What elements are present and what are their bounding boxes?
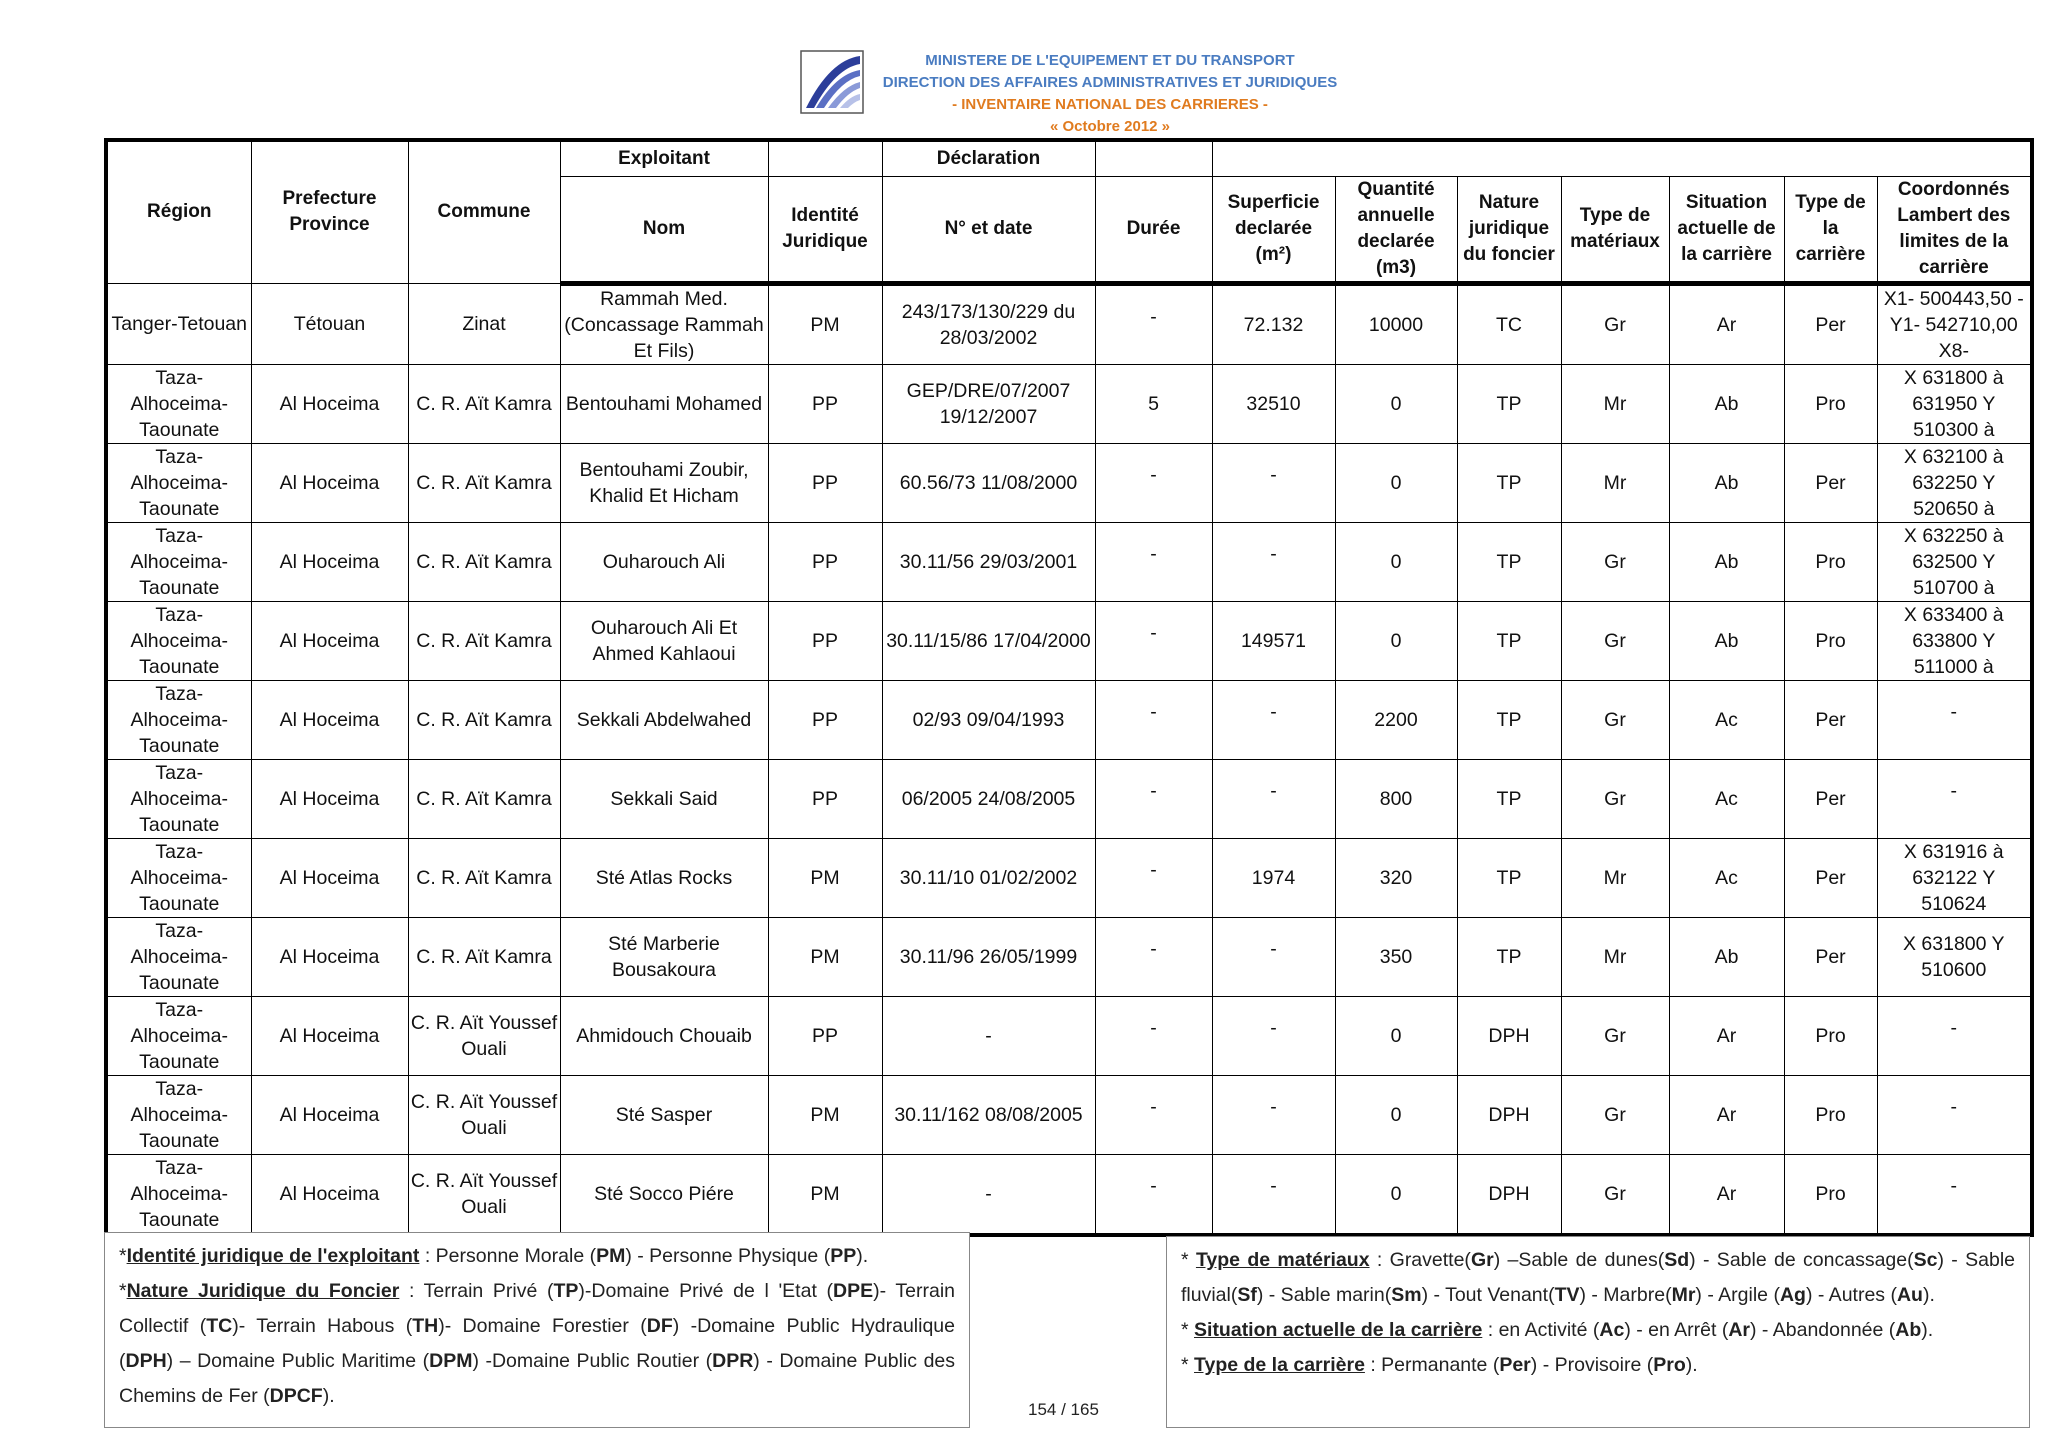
group-header-blank-2 <box>1095 140 1212 176</box>
direction-title: DIRECTION DES AFFAIRES ADMINISTRATIVES ET JURIDIQUES <box>882 74 1338 91</box>
cell-type-carr: Pro <box>1784 1075 1877 1154</box>
cell-nom: Sté Sasper <box>560 1075 768 1154</box>
cell-numdate: 30.11/96 26/05/1999 <box>882 917 1095 996</box>
col-header-situation: Situation actuelle de la carrière <box>1669 176 1784 283</box>
cell-duree: - <box>1095 917 1212 996</box>
col-header-prefecture: Prefecture Province <box>251 140 408 283</box>
table-row <box>106 838 2032 917</box>
cell-prefecture: Al Hoceima <box>251 917 408 996</box>
cell-nature: TP <box>1457 917 1561 996</box>
cell-prefecture: Al Hoceima <box>251 443 408 522</box>
col-header-identite: Identité Juridique <box>768 176 882 283</box>
col-header-duree: Durée <box>1095 176 1212 283</box>
legend-key-materiaux: Type de matériaux <box>1195 1249 1370 1271</box>
cell-type-mat: Gr <box>1561 1154 1669 1235</box>
cell-commune: C. R. Aït Youssef Ouali <box>408 996 560 1075</box>
cell-situation: Ar <box>1669 1154 1784 1235</box>
col-header-type-materiaux: Type de matériaux <box>1561 176 1669 283</box>
cell-situation: Ac <box>1669 759 1784 838</box>
cell-commune: C. R. Aït Kamra <box>408 838 560 917</box>
col-header-nom: Nom <box>560 176 768 283</box>
cell-region: Taza-Alhoceima-Taounate <box>106 680 251 759</box>
cell-duree: - <box>1095 601 1212 680</box>
cell-type-mat: Gr <box>1561 996 1669 1075</box>
group-header-blank-1 <box>768 140 882 176</box>
cell-type-mat: Mr <box>1561 443 1669 522</box>
cell-identite: PP <box>768 364 882 443</box>
cell-identite: PP <box>768 443 882 522</box>
cell-prefecture: Al Hoceima <box>251 838 408 917</box>
cell-nature: TC <box>1457 283 1561 364</box>
quarry-inventory-table <box>104 138 2034 1237</box>
cell-prefecture: Tétouan <box>251 283 408 364</box>
cell-prefecture: Al Hoceima <box>251 1075 408 1154</box>
cell-type-carr: Per <box>1784 283 1877 364</box>
cell-type-mat: Gr <box>1561 283 1669 364</box>
cell-coords: X 631800 à 631950 Y 510300 à <box>1877 364 2032 443</box>
cell-nom: Sekkali Abdelwahed <box>560 680 768 759</box>
table-row <box>106 283 2032 364</box>
cell-type-carr: Pro <box>1784 996 1877 1075</box>
cell-coords: X 632250 à 632500 Y 510700 à <box>1877 522 2032 601</box>
cell-nature: DPH <box>1457 996 1561 1075</box>
cell-type-mat: Gr <box>1561 1075 1669 1154</box>
group-header-exploitant: Exploitant <box>560 140 768 176</box>
table-row <box>106 443 2032 522</box>
cell-superficie: 32510 <box>1212 364 1335 443</box>
cell-situation: Ab <box>1669 917 1784 996</box>
cell-type-mat: Gr <box>1561 601 1669 680</box>
cell-duree: - <box>1095 680 1212 759</box>
cell-quantite: 0 <box>1335 601 1457 680</box>
cell-prefecture: Al Hoceima <box>251 680 408 759</box>
cell-quantite: 800 <box>1335 759 1457 838</box>
cell-situation: Ab <box>1669 601 1784 680</box>
cell-region: Tanger-Tetouan <box>106 283 251 364</box>
cell-region: Taza-Alhoceima-Taounate <box>106 917 251 996</box>
inventory-title: - INVENTAIRE NATIONAL DES CARRIERES - <box>952 96 1268 113</box>
cell-superficie: 149571 <box>1212 601 1335 680</box>
cell-quantite: 0 <box>1335 1075 1457 1154</box>
cell-coords: - <box>1877 1154 2032 1235</box>
cell-numdate: - <box>882 996 1095 1075</box>
cell-type-carr: Pro <box>1784 1154 1877 1235</box>
document-header <box>0 48 2048 140</box>
cell-commune: C. R. Aït Kamra <box>408 680 560 759</box>
cell-identite: PM <box>768 1154 882 1235</box>
cell-identite: PM <box>768 838 882 917</box>
cell-numdate: - <box>882 1154 1095 1235</box>
cell-situation: Ac <box>1669 680 1784 759</box>
cell-region: Taza-Alhoceima-Taounate <box>106 838 251 917</box>
cell-superficie: - <box>1212 522 1335 601</box>
cell-coords: - <box>1877 759 2032 838</box>
cell-coords: X 632100 à 632250 Y 520650 à <box>1877 443 2032 522</box>
cell-coords: X 631800 Y 510600 <box>1877 917 2032 996</box>
cell-commune: C. R. Aït Kamra <box>408 917 560 996</box>
table-row <box>106 522 2032 601</box>
cell-identite: PP <box>768 601 882 680</box>
cell-quantite: 320 <box>1335 838 1457 917</box>
cell-nom: Sté Atlas Rocks <box>560 838 768 917</box>
cell-identite: PM <box>768 917 882 996</box>
cell-nom: Ouharouch Ali <box>560 522 768 601</box>
cell-nom: Ouharouch Ali Et Ahmed Kahlaoui <box>560 601 768 680</box>
cell-identite: PP <box>768 522 882 601</box>
table-row <box>106 1154 2032 1235</box>
col-header-region: Région <box>106 140 251 283</box>
cell-duree: - <box>1095 996 1212 1075</box>
table-row <box>106 759 2032 838</box>
cell-superficie: - <box>1212 680 1335 759</box>
cell-coords: X 633400 à 633800 Y 511000 à <box>1877 601 2032 680</box>
cell-numdate: 02/93 09/04/1993 <box>882 680 1095 759</box>
cell-quantite: 2200 <box>1335 680 1457 759</box>
cell-duree: - <box>1095 1154 1212 1235</box>
document-date: « Octobre 2012 » <box>1049 118 1171 135</box>
cell-commune: C. R. Aït Youssef Ouali <box>408 1075 560 1154</box>
cell-situation: Ar <box>1669 996 1784 1075</box>
cell-nom: Bentouhami Mohamed <box>560 364 768 443</box>
cell-nature: TP <box>1457 522 1561 601</box>
col-header-commune: Commune <box>408 140 560 283</box>
cell-type-mat: Gr <box>1561 759 1669 838</box>
cell-duree: - <box>1095 759 1212 838</box>
cell-type-carr: Per <box>1784 443 1877 522</box>
cell-coords: - <box>1877 1075 2032 1154</box>
cell-numdate: 60.56/73 11/08/2000 <box>882 443 1095 522</box>
cell-coords: X 631916 à 632122 Y 510624 <box>1877 838 2032 917</box>
cell-duree: - <box>1095 522 1212 601</box>
cell-nom: Sekkali Said <box>560 759 768 838</box>
cell-numdate: 30.11/15/86 17/04/2000 <box>882 601 1095 680</box>
cell-duree: - <box>1095 838 1212 917</box>
group-header-declaration: Déclaration <box>882 140 1095 176</box>
cell-nature: TP <box>1457 759 1561 838</box>
cell-type-mat: Mr <box>1561 917 1669 996</box>
cell-situation: Ab <box>1669 522 1784 601</box>
cell-type-mat: Gr <box>1561 680 1669 759</box>
cell-region: Taza-Alhoceima-Taounate <box>106 601 251 680</box>
cell-identite: PP <box>768 680 882 759</box>
cell-quantite: 0 <box>1335 443 1457 522</box>
cell-type-carr: Per <box>1784 759 1877 838</box>
cell-superficie: - <box>1212 1075 1335 1154</box>
cell-situation: Ar <box>1669 1075 1784 1154</box>
cell-commune: C. R. Aït Kamra <box>408 601 560 680</box>
cell-identite: PP <box>768 759 882 838</box>
table-row <box>106 601 2032 680</box>
cell-prefecture: Al Hoceima <box>251 1154 408 1235</box>
cell-identite: PM <box>768 1075 882 1154</box>
table-row <box>106 996 2032 1075</box>
cell-nature: TP <box>1457 601 1561 680</box>
cell-identite: PP <box>768 996 882 1075</box>
cell-superficie: - <box>1212 1154 1335 1235</box>
cell-coords: X1- 500443,50 - Y1- 542710,00 X8- <box>1877 283 2032 364</box>
cell-duree: 5 <box>1095 364 1212 443</box>
table-row <box>106 364 2032 443</box>
cell-numdate: 30.11/10 01/02/2002 <box>882 838 1095 917</box>
cell-coords: - <box>1877 680 2032 759</box>
table-group-header-row <box>106 140 2032 176</box>
cell-nom: Sté Marberie Bousakoura <box>560 917 768 996</box>
cell-prefecture: Al Hoceima <box>251 522 408 601</box>
legend-key-type-carriere: Type de la carrière <box>1194 1354 1365 1376</box>
cell-nature: TP <box>1457 364 1561 443</box>
cell-type-mat: Gr <box>1561 522 1669 601</box>
col-header-coordonnees: Coordonnés Lambert des limites de la carrière <box>1877 176 2032 283</box>
col-header-nature: Nature juridique du foncier <box>1457 176 1561 283</box>
cell-quantite: 0 <box>1335 996 1457 1075</box>
cell-nom: Bentouhami Zoubir, Khalid Et Hicham <box>560 443 768 522</box>
cell-region: Taza-Alhoceima-Taounate <box>106 1154 251 1235</box>
group-header-blank-3 <box>1212 140 2032 176</box>
cell-prefecture: Al Hoceima <box>251 601 408 680</box>
cell-type-mat: Mr <box>1561 364 1669 443</box>
cell-superficie: - <box>1212 917 1335 996</box>
cell-region: Taza-Alhoceima-Taounate <box>106 443 251 522</box>
cell-coords: - <box>1877 996 2032 1075</box>
cell-duree: - <box>1095 283 1212 364</box>
cell-region: Taza-Alhoceima-Taounate <box>106 1075 251 1154</box>
cell-numdate: 243/173/130/229 du 28/03/2002 <box>882 283 1095 364</box>
col-header-type-carriere: Type de la carrière <box>1784 176 1877 283</box>
cell-commune: C. R. Aït Youssef Ouali <box>408 1154 560 1235</box>
cell-quantite: 350 <box>1335 917 1457 996</box>
cell-quantite: 0 <box>1335 522 1457 601</box>
cell-commune: C. R. Aït Kamra <box>408 443 560 522</box>
legend-identite-nature: *Identité juridique de l'exploitant : Personne Morale (PM) - Personne Physique (PP). *Nature Juridique du Foncier : Terrain Privé (TP)-Domaine Privé de l 'Etat (DPE)- Terrain Collectif (TC)- Terrain Habous (TH)- Domaine Forestier (DF) -Domaine Public Hydraulique (DPH) – Domaine Public Maritime (DPM) -Domaine Public Routier (DPR) - Domaine Public des Chemins de Fer (DPCF). <box>104 1232 970 1428</box>
cell-duree: - <box>1095 443 1212 522</box>
cell-region: Taza-Alhoceima-Taounate <box>106 364 251 443</box>
legend-materiaux-situation-type: * Type de matériaux : Gravette(Gr) –Sable de dunes(Sd) - Sable de concassage(Sc) - Sable fluvial(Sf) - Sable marin(Sm) - Tout Venant(TV) - Marbre(Mr) - Argile (Ag) - Autres (Au). * Situation actuelle de la carrière : en Activité (Ac) - en Arrêt (Ar) - Abandonnée (Ab). * Type de la carrière : Permanante (Per) - Provisoire (Pro). <box>1166 1236 2030 1428</box>
cell-commune: C. R. Aït Kamra <box>408 759 560 838</box>
cell-nature: DPH <box>1457 1075 1561 1154</box>
table-row <box>106 680 2032 759</box>
cell-quantite: 0 <box>1335 1154 1457 1235</box>
cell-type-carr: Pro <box>1784 364 1877 443</box>
table-row <box>106 1075 2032 1154</box>
cell-numdate: 30.11/162 08/08/2005 <box>882 1075 1095 1154</box>
cell-quantite: 0 <box>1335 364 1457 443</box>
cell-prefecture: Al Hoceima <box>251 364 408 443</box>
cell-quantite: 10000 <box>1335 283 1457 364</box>
table-row <box>106 917 2032 996</box>
legend-key-nature: Nature Juridique du Foncier <box>126 1280 400 1302</box>
cell-identite: PM <box>768 283 882 364</box>
cell-situation: Ab <box>1669 443 1784 522</box>
cell-type-carr: Per <box>1784 838 1877 917</box>
cell-situation: Ab <box>1669 364 1784 443</box>
cell-region: Taza-Alhoceima-Taounate <box>106 996 251 1075</box>
cell-type-carr: Pro <box>1784 522 1877 601</box>
cell-commune: C. R. Aït Kamra <box>408 522 560 601</box>
cell-superficie: - <box>1212 996 1335 1075</box>
cell-situation: Ar <box>1669 283 1784 364</box>
cell-nature: TP <box>1457 680 1561 759</box>
cell-commune: C. R. Aït Kamra <box>408 364 560 443</box>
cell-nom: Rammah Med. (Concassage Rammah Et Fils) <box>560 283 768 364</box>
cell-commune: Zinat <box>408 283 560 364</box>
cell-type-mat: Mr <box>1561 838 1669 917</box>
cell-region: Taza-Alhoceima-Taounate <box>106 522 251 601</box>
ministry-title: MINISTERE DE L'EQUIPEMENT ET DU TRANSPORT <box>925 52 1295 69</box>
cell-type-carr: Per <box>1784 680 1877 759</box>
cell-superficie: 72.132 <box>1212 283 1335 364</box>
cell-numdate: GEP/DRE/07/2007 19/12/2007 <box>882 364 1095 443</box>
cell-numdate: 06/2005 24/08/2005 <box>882 759 1095 838</box>
cell-nom: Sté Socco Piére <box>560 1154 768 1235</box>
col-header-numdate: N° et date <box>882 176 1095 283</box>
cell-type-carr: Pro <box>1784 601 1877 680</box>
cell-region: Taza-Alhoceima-Taounate <box>106 759 251 838</box>
ministry-logo-icon <box>800 50 864 114</box>
col-header-superficie: Superficie declarée (m²) <box>1212 176 1335 283</box>
legend-key-situation: Situation actuelle de la carrière <box>1194 1319 1483 1341</box>
cell-numdate: 30.11/56 29/03/2001 <box>882 522 1095 601</box>
table-body <box>106 283 2032 1235</box>
cell-superficie: - <box>1212 759 1335 838</box>
col-header-quantite: Quantité annuelle declarée (m3) <box>1335 176 1457 283</box>
cell-nature: TP <box>1457 443 1561 522</box>
cell-superficie: 1974 <box>1212 838 1335 917</box>
cell-type-carr: Per <box>1784 917 1877 996</box>
cell-situation: Ac <box>1669 838 1784 917</box>
cell-superficie: - <box>1212 443 1335 522</box>
cell-nom: Ahmidouch Chouaib <box>560 996 768 1075</box>
cell-prefecture: Al Hoceima <box>251 759 408 838</box>
cell-prefecture: Al Hoceima <box>251 996 408 1075</box>
cell-nature: TP <box>1457 838 1561 917</box>
legend-key-identite: Identité juridique de l'exploitant <box>126 1245 420 1267</box>
cell-duree: - <box>1095 1075 1212 1154</box>
page-number: 154 / 165 <box>1028 1400 1099 1419</box>
cell-nature: DPH <box>1457 1154 1561 1235</box>
